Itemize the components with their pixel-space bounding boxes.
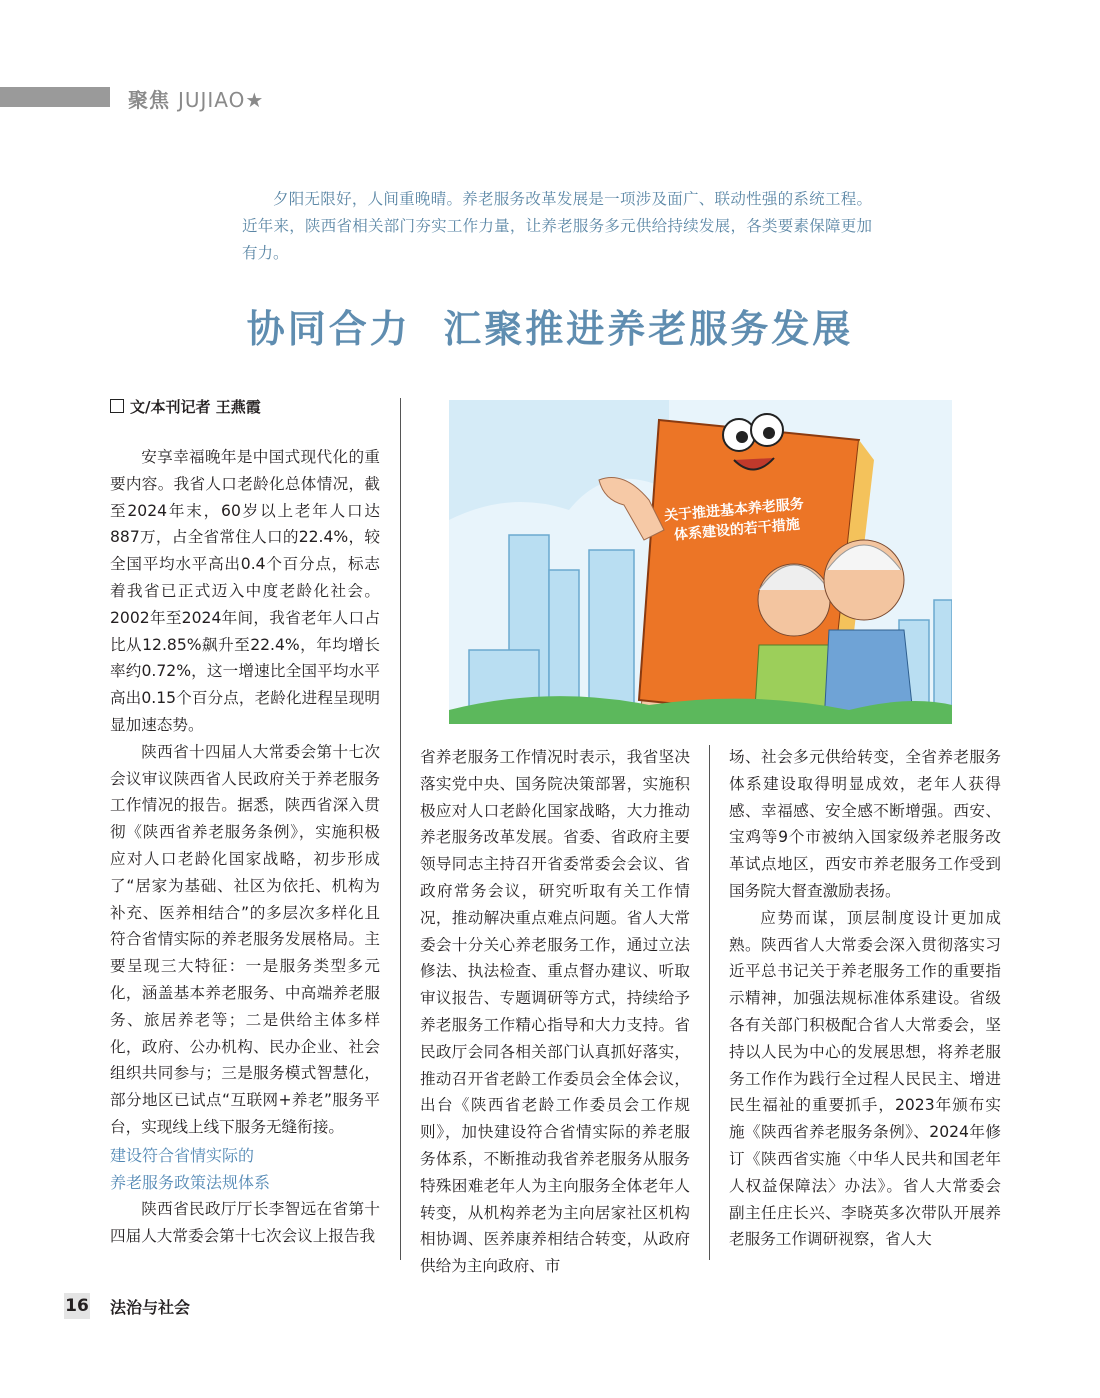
illustration (449, 400, 952, 724)
intro-lead: 夕阳无限好，人间重晚晴。养老服务改革发展是一项涉及面广、联动性强的系统工程。近年来，陕西省相关部门夯实工作力量，让养老服务多元供给持续发展，各类要素保障更加有力。 (242, 190, 872, 262)
column-2 (420, 744, 690, 1280)
page-number: 16 (64, 1293, 90, 1319)
section-cn: 聚焦 (128, 88, 170, 112)
magazine-name: 法治与社会 (110, 1298, 191, 1317)
paragraph: 安享幸福晚年是中国式现代化的重要内容。我省人口老龄化总体情况，截至2024年末，60岁以上老年人口达887万，占全省常住人口的22.4%，较全国平均水平高出0.4个百分点，标志着我省已正式迈入中度老龄化社会。2002年至2024年间，我省老年人口占比从12.85%飙升至22.4%，年均增长率约0.72%，这一增速比全国平均水平高出0.15个百分点，老龄化进程呈现明显加速态势。 (110, 448, 380, 734)
section-bar (0, 87, 110, 107)
column-3 (729, 744, 1001, 1253)
book-title-2: 体系建设的若干措施 (673, 516, 801, 544)
paragraph: 陕西省民政厅厅长李智远在省第十四届人大常委会第十七次会议上报告我 (110, 1200, 380, 1246)
paragraph: 场、社会多元供给转变，全省养老服务体系建设取得明显成效，老年人获得感、幸福感、安全感不断增强。西安、宝鸡等9个市被纳入国家级养老服务改革试点地区，西安市养老服务工作受到国务院大督查激励表扬。 (729, 748, 1001, 900)
section-en: JUJIAO★ (177, 88, 265, 112)
box-icon (110, 399, 124, 413)
column-1 (110, 444, 380, 1250)
book-title-1: 关于推进基本养老服务 (663, 496, 805, 525)
byline (110, 396, 261, 417)
section-label (128, 84, 264, 113)
paragraph: 应势而谋，顶层制度设计更加成熟。陕西省人大常委会深入贯彻落实习近平总书记关于养老服务工作的重要指示精神，加强法规标准体系建设。省级各有关部门积极配合省人大常委会，坚持以人民为中心的发展思想，将养老服务工作作为践行全过程人民民主、增进民生福祉的重要抓手，2023年颁布实施《陕西省养老服务条例》、2024年修订《陕西省实施〈中华人民共和国老年人权益保障法〉办法》。省人大常委会副主任庄长兴、李晓英多次带队开展养老服务工作调研视察，省人大 (729, 908, 1001, 1249)
paragraph: 陕西省十四届人大常委会第十七次会议审议陕西省人民政府关于养老服务工作情况的报告。据悉，陕西省深入贯彻《陕西省养老服务条例》，实施积极应对人口老龄化国家战略，初步形成了“居家为基础、社区为依托、机构为补充、医养相结合”的多层次多样化且符合省情实际的养老服务发展格局。主要呈现三大特征：一是服务类型多元化，涵盖基本养老服务、中高端养老服务、旅居养老等；二是供给主体多样化，政府、公办机构、民办企业、社会组织共同参与；三是服务模式智慧化，部分地区已试点“互联网+养老”服务平台，实现线上线下服务无缝衔接。 (110, 742, 380, 1136)
column-divider (400, 398, 401, 1260)
subheading-line-2: 养老服务政策法规体系 (110, 1172, 271, 1192)
paragraph: 省养老服务工作情况时表示，我省坚决落实党中央、国务院决策部署，实施积极应对人口老龄化国家战略，大力推动养老服务改革发展。省委、省政府主要领导同志主持召开省委常委会会议、省政府常务会议，研究听取有关工作情况，推动解决重点难点问题。省人大常委会十分关心养老服务工作，通过立法修法、执法检查、重点督办建议、听取审议报告、专题调研等方式，持续给予养老服务工作精心指导和大力支持。省民政厅会同各相关部门认真抓好落实，推动召开省老龄工作委员会全体会议，出台《陕西省老龄工作委员会工作规则》，加快建设符合省情实际的养老服务体系，不断推动我省养老服务从服务特殊困难老年人为主向服务全体老年人转变，从机构养老为主向居家社区机构相协调、医养康养相结合转变，从政府供给为主向政府、市 (420, 748, 690, 1276)
article-title: 协同合力 汇聚推进养老服务发展 (246, 307, 854, 351)
column-divider (709, 745, 710, 1260)
subheading-line-1: 建设符合省情实际的 (110, 1145, 255, 1165)
byline-text: 文/本刊记者 王燕霞 (130, 398, 261, 416)
